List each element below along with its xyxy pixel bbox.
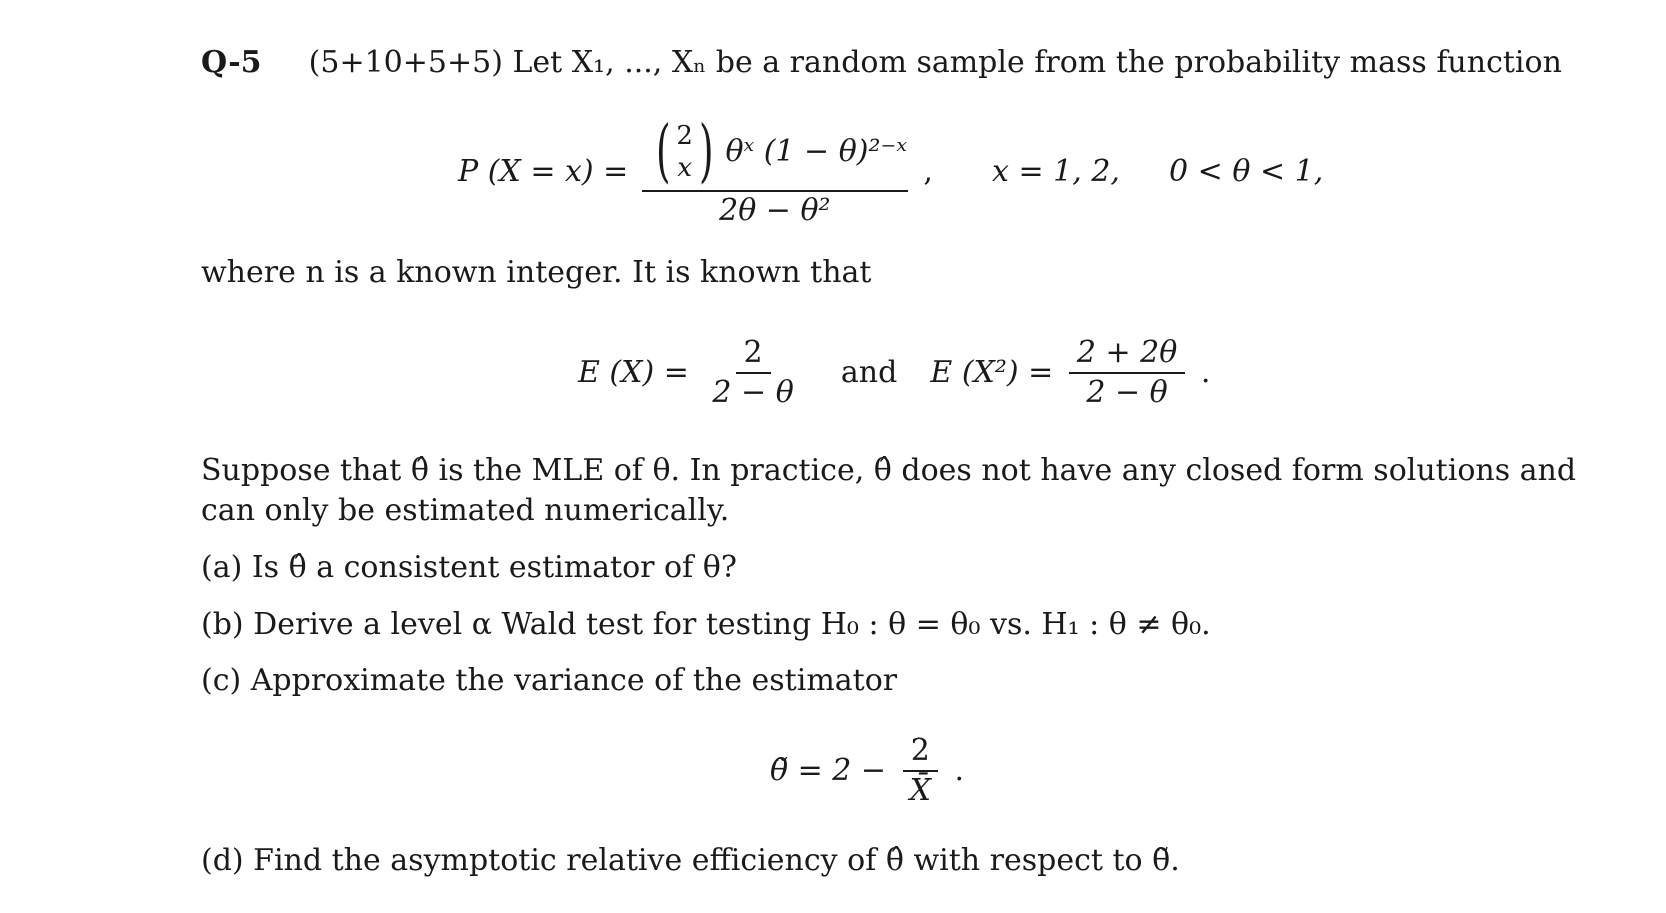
and-word: and xyxy=(840,355,898,390)
ex-lhs: E (X) = xyxy=(578,355,689,390)
part-d: (d) Find the asymptotic relative efficiency of θ̂ with respect to θ̃. xyxy=(201,843,1180,878)
tilde-end: . xyxy=(954,753,965,788)
ex2-denominator: 2 − θ xyxy=(1086,375,1168,410)
pmf-lhs: P (X = x) = xyxy=(458,154,629,189)
tilde-fraction xyxy=(902,733,939,808)
question-points: (5+10+5+5) xyxy=(308,45,503,80)
known-integer-text: where n is a known integer. It is known that xyxy=(201,255,872,290)
pmf-fraction xyxy=(642,112,908,228)
binomial-coefficient: ( 2 x ) xyxy=(655,112,714,191)
pmf-numerator-rest: θˣ (1 − θ)²⁻ˣ xyxy=(725,134,907,169)
ex2-numerator: 2 + 2θ xyxy=(1069,338,1185,374)
ex-fraction xyxy=(704,335,801,410)
part-a: (a) Is θ̂ a consistent estimator of θ? xyxy=(201,550,737,585)
moments-end: . xyxy=(1200,355,1211,390)
suppose-line-2: can only be estimated numerically. xyxy=(201,493,730,528)
pmf-numerator xyxy=(642,112,908,192)
suppose-line-1: Suppose that θ̂ is the MLE of θ. In practice, θ̂ does not have any closed form solutions and xyxy=(201,453,1577,488)
pmf-range: 0 < θ < 1, xyxy=(1169,154,1324,189)
tilde-theta-equation xyxy=(770,733,965,808)
part-b: (b) Derive a level α Wald test for testing H₀ : θ = θ₀ vs. H₁ : θ ≠ θ₀. xyxy=(201,607,1211,642)
binom-top: 2 xyxy=(676,120,693,151)
ex2-fraction xyxy=(1069,335,1185,410)
moments-equation xyxy=(578,335,1211,410)
tilde-numerator: 2 xyxy=(903,736,938,772)
pmf-support: x = 1, 2, xyxy=(992,154,1120,189)
question-label: Q-5 xyxy=(201,45,262,80)
pmf-equation: P (X = x) = ( 2 x ) θˣ (1 − θ)²⁻ˣ 2θ − θ² , x = 1, 2, 0 < θ < 1, xyxy=(458,112,1324,228)
tilde-denominator: X̄ xyxy=(909,773,931,808)
ex-numerator: 2 xyxy=(736,338,771,374)
binom-bottom: x xyxy=(677,153,692,183)
pmf-denominator: 2θ − θ² xyxy=(719,193,831,228)
tilde-lhs: θ̃ = 2 − xyxy=(770,753,887,788)
ex2-lhs: E (X²) = xyxy=(930,355,1054,390)
question-header xyxy=(201,45,1562,80)
part-c: (c) Approximate the variance of the estimator xyxy=(201,663,898,698)
ex-denominator: 2 − θ xyxy=(712,375,794,410)
question-intro: Let X₁, ..., Xₙ be a random sample from the probability mass function xyxy=(512,45,1562,80)
